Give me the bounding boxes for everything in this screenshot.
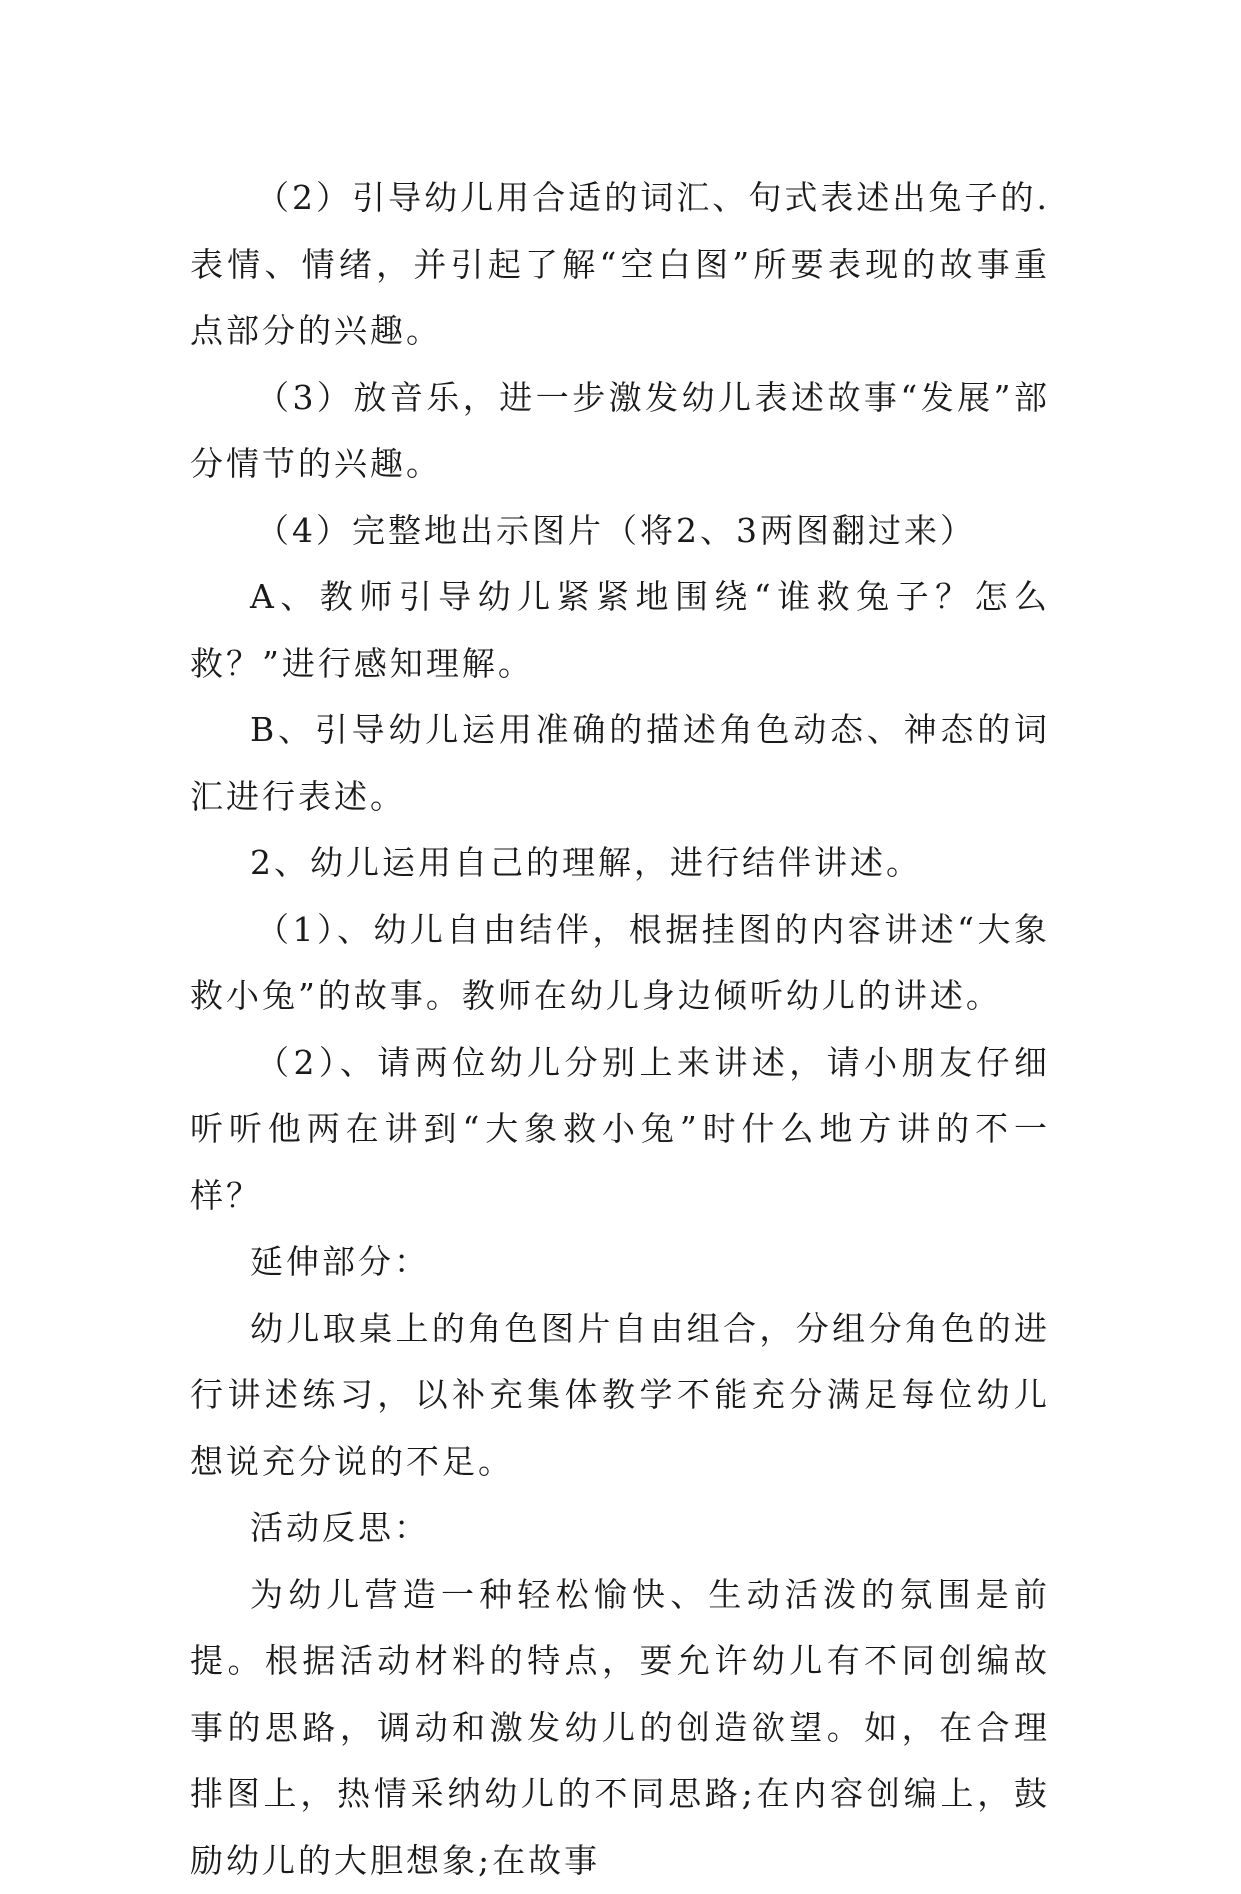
paragraph-step-2-4: （4）完整地出示图片（将2、3两图翻过来） — [190, 498, 1050, 565]
paragraph-step-3-2: （2）、请两位幼儿分别上来讲述，请小朋友仔细听听他两在讲到“大象救小兔”时什么地方讲的不一样？ — [190, 1030, 1050, 1230]
document-body — [190, 165, 1050, 1894]
paragraph-reflection: 为幼儿营造一种轻松愉快、生动活泼的氛围是前提。根据活动材料的特点，要允许幼儿有不同创编故事的思路，调动和激发幼儿的创造欲望。如，在合理排图上，热情采纳幼儿的不同思路;在内容创编上，鼓励幼儿的大胆想象;在故事 — [190, 1562, 1050, 1894]
paragraph-item-b: B、引导幼儿运用准确的描述角色动态、神态的词汇进行表述。 — [190, 697, 1050, 830]
paragraph-step-3-1: （1）、幼儿自由结伴，根据挂图的内容讲述“大象救小兔”的故事。教师在幼儿身边倾听幼儿的讲述。 — [190, 897, 1050, 1030]
heading-extension: 延伸部分： — [190, 1229, 1050, 1296]
paragraph-step-2-3: （3）放音乐，进一步激发幼儿表述故事“发展”部分情节的兴趣。 — [190, 365, 1050, 498]
paragraph-extension: 幼儿取桌上的角色图片自由组合，分组分角色的进行讲述练习，以补充集体教学不能充分满足每位幼儿想说充分说的不足。 — [190, 1296, 1050, 1496]
paragraph-item-a: A、教师引导幼儿紧紧地围绕“谁救兔子？怎么救？”进行感知理解。 — [190, 564, 1050, 697]
paragraph-step-2-2: （2）引导幼儿用合适的词汇、句式表述出兔子的.表情、情绪，并引起了解“空白图”所要表现的故事重点部分的兴趣。 — [190, 165, 1050, 365]
paragraph-section-2: 2、幼儿运用自己的理解，进行结伴讲述。 — [190, 830, 1050, 897]
heading-reflection: 活动反思： — [190, 1495, 1050, 1562]
